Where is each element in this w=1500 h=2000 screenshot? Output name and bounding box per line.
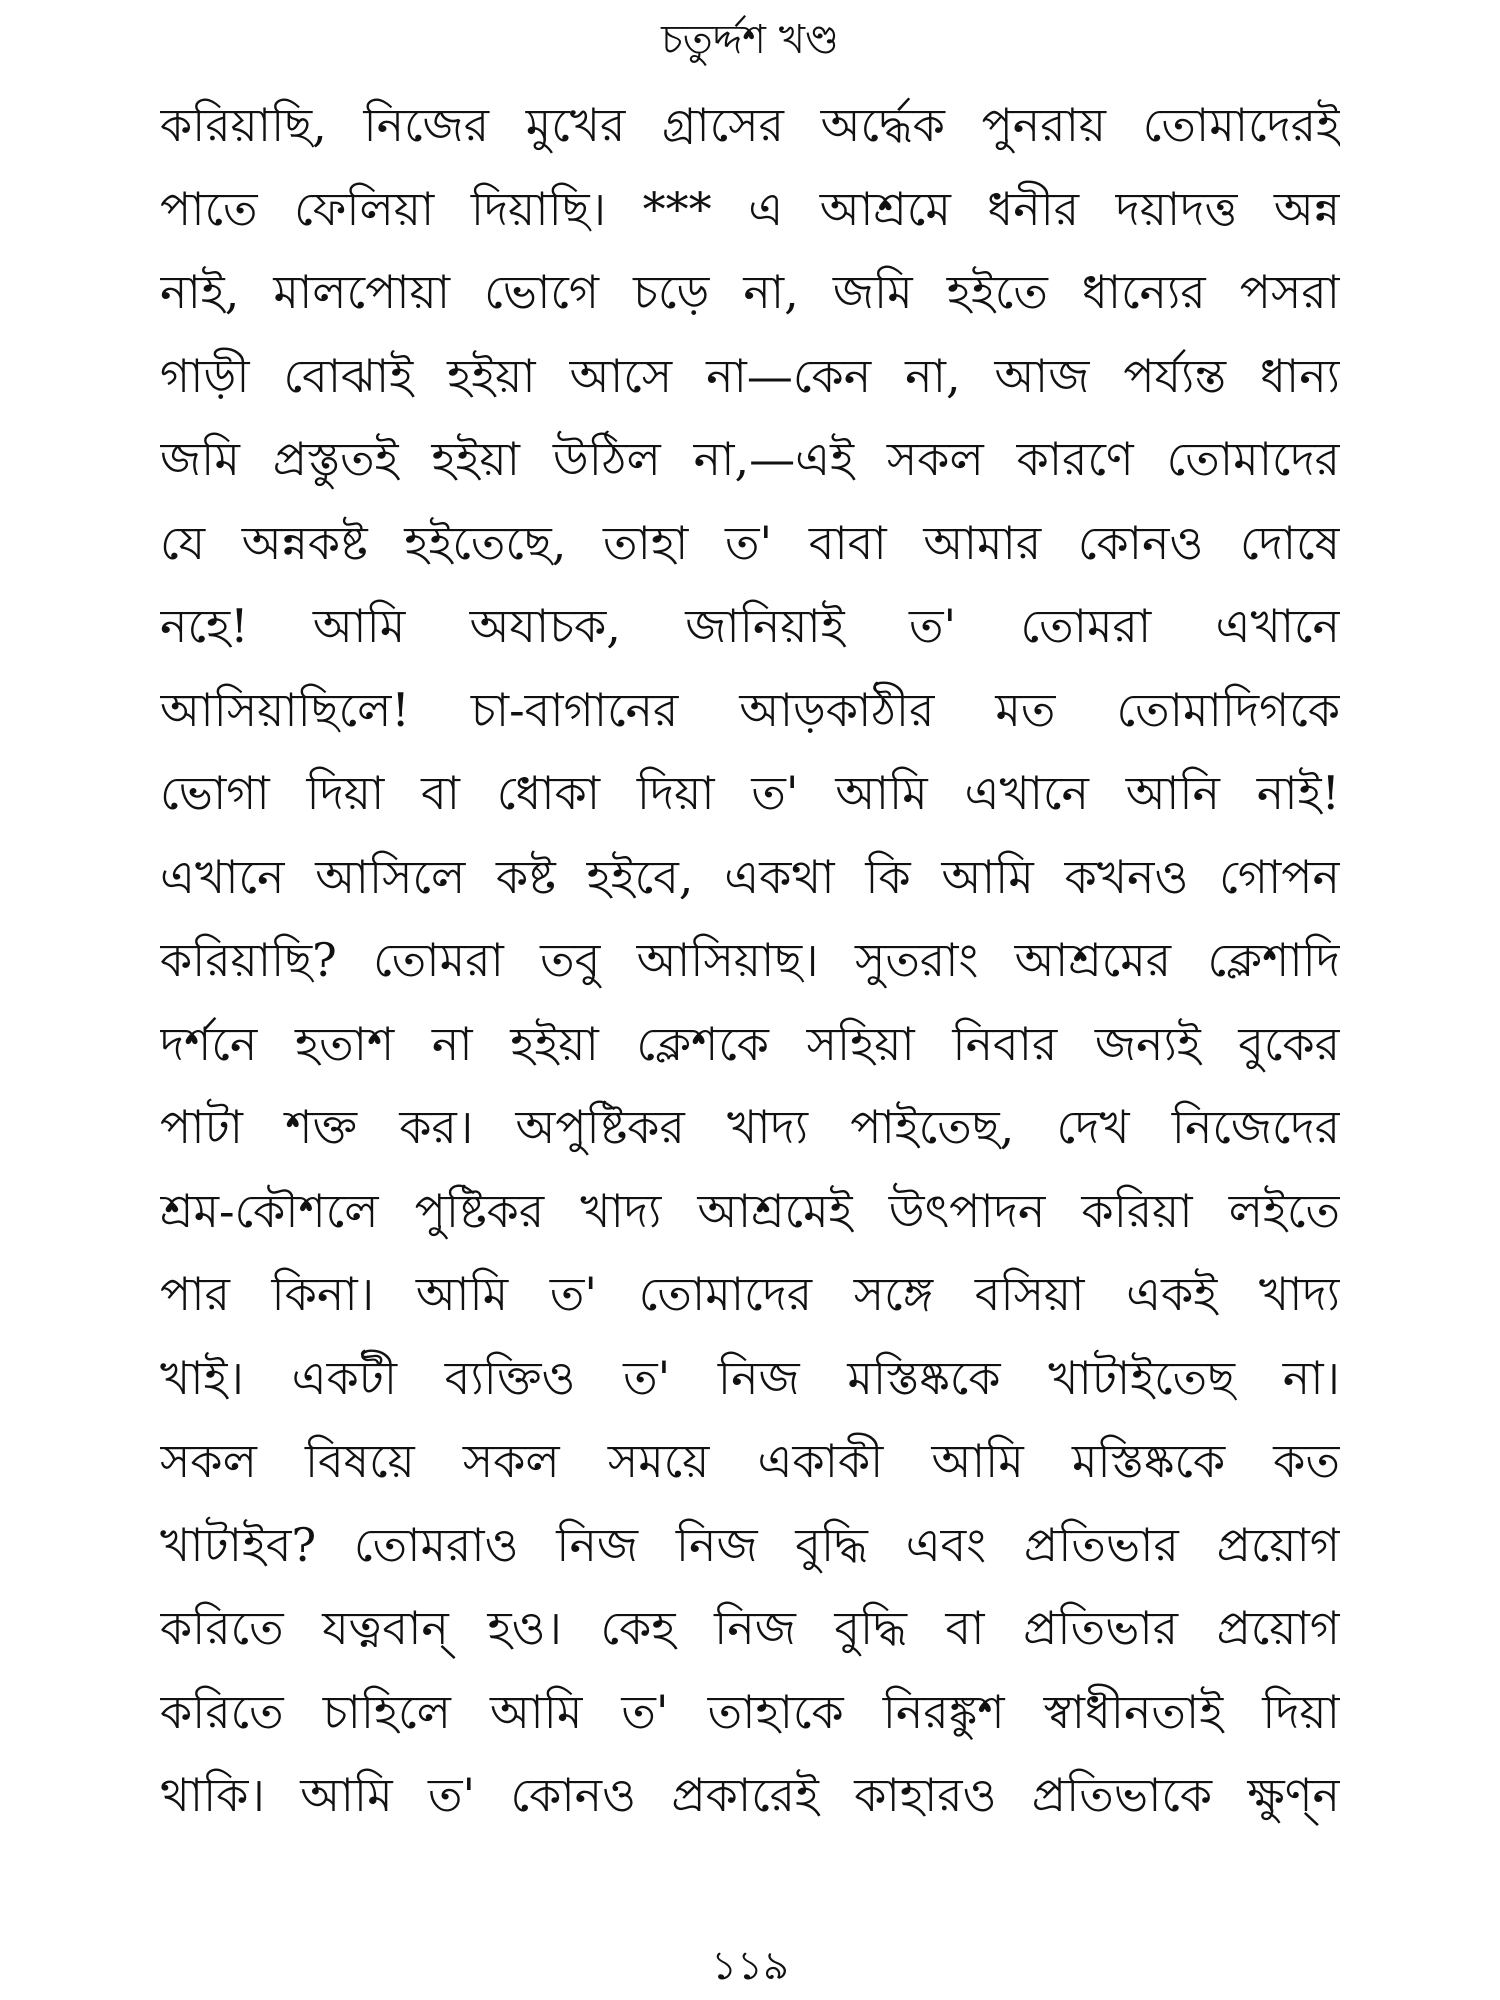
text-line: পাতে ফেলিয়া দিয়াছি। *** এ আশ্রমে ধনীর দয়াদত্ত অন্ন	[160, 181, 1340, 236]
text-line: আসিয়াছিলে! চা-বাগানের আড়কাঠীর মত তোমাদিগকে	[160, 682, 1340, 737]
text-line: যে অন্নকষ্ট হইতেছে, তাহা ত' বাবা আমার কোনও দোষে	[160, 515, 1340, 570]
text-line: করিতে চাহিলে আমি ত' তাহাকে নিরঙ্কুশ স্বাধীনতাই দিয়া	[160, 1684, 1340, 1739]
text-line: খাই। একটী ব্যক্তিও ত' নিজ মস্তিষ্ককে খাটাইতেছ না।	[160, 1350, 1340, 1405]
text-line: থাকি। আমি ত' কোনও প্রকারেই কাহারও প্রতিভাকে ক্ষুণ্ন	[160, 1768, 1340, 1822]
text-line: করিয়াছি, নিজের মুখের গ্রাসের অর্দ্ধেক পুনরায় তোমাদেরই	[160, 98, 1340, 152]
page-number: ১১৯	[711, 1943, 789, 1989]
text-line: করিয়াছি? তোমরা তবু আসিয়াছ। সুতরাং আশ্রমের ক্লেশাদি	[160, 933, 1340, 987]
text-line: শ্রম-কৌশলে পুষ্টিকর খাদ্য আশ্রমেই উৎপাদন করিয়া লইতে	[160, 1183, 1340, 1238]
body-text	[160, 84, 1340, 1838]
text-line: জমি প্রস্তুতই হইয়া উঠিল না,—এই সকল কারণে তোমাদের	[160, 432, 1340, 486]
text-line: গাড়ী বোঝাই হইয়া আসে না—কেন না, আজ পর্য্যন্ত ধান্য	[160, 348, 1340, 403]
text-line: ভোগা দিয়া বা ধোকা দিয়া ত' আমি এখানে আনি নাই!	[160, 766, 1340, 820]
text-line: করিতে যত্নবান্ হও। কেহ নিজ বুদ্ধি বা প্রতিভার প্রয়োগ	[160, 1601, 1340, 1655]
running-title: চতুর্দ্দশ খণ্ড	[661, 17, 839, 63]
text-line: দর্শনে হতাশ না হইয়া ক্লেশকে সহিয়া নিবার জন্যই বুকের	[160, 1016, 1340, 1071]
text-line: সকল বিষয়ে সকল সময়ে একাকী আমি মস্তিষ্ককে কত	[160, 1434, 1340, 1488]
text-line: পার কিনা। আমি ত' তোমাদের সঙ্গে বসিয়া একই খাদ্য	[160, 1267, 1340, 1321]
text-line: এখানে আসিলে কষ্ট হইবে, একথা কি আমি কখনও গোপন	[160, 849, 1340, 904]
text-line: নহে! আমি অযাচক, জানিয়াই ত' তোমরা এখানে	[160, 599, 1340, 653]
text-line: খাটাইব? তোমরাও নিজ নিজ বুদ্ধি এবং প্রতিভার প্রয়োগ	[160, 1517, 1340, 1572]
text-line: নাই, মালপোয়া ভোগে চড়ে না, জমি হইতে ধান্যের পসরা	[160, 265, 1340, 319]
text-line: পাটা শক্ত কর। অপুষ্টিকর খাদ্য পাইতেছ, দেখ নিজেদের	[160, 1100, 1340, 1154]
